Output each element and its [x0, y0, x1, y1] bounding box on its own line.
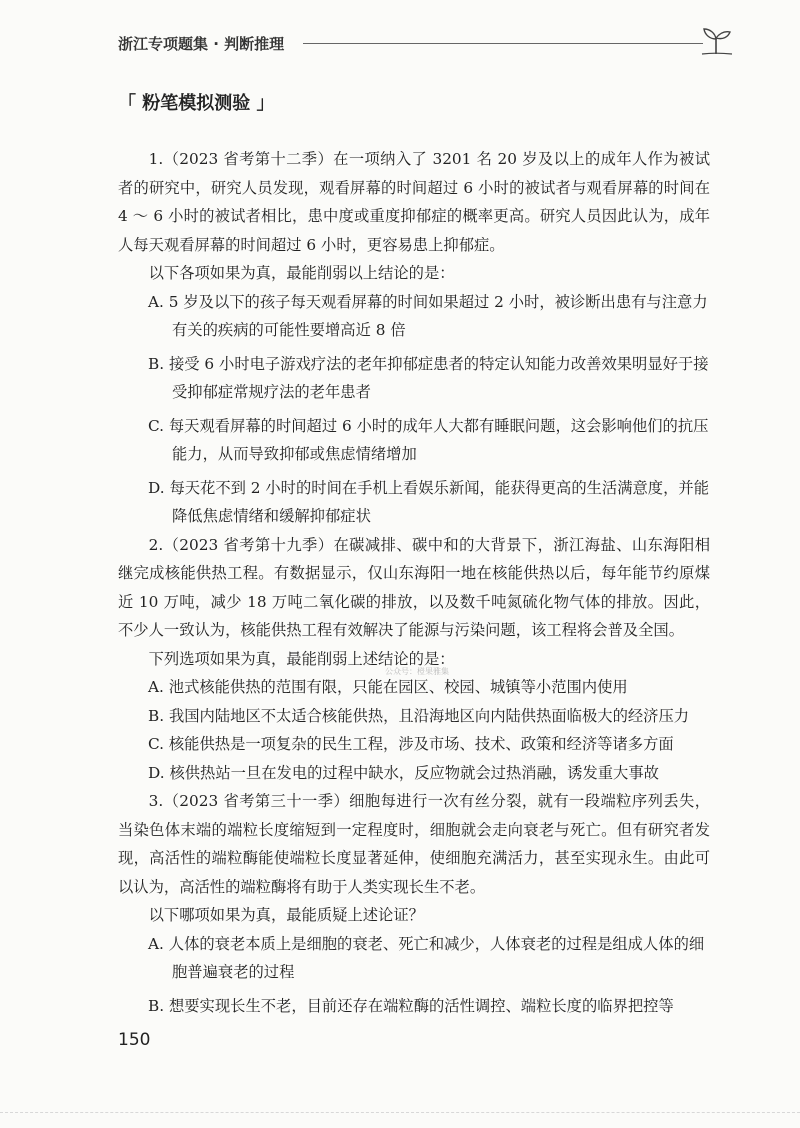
- watermark: 公众号：橙果雅集: [385, 667, 449, 676]
- question-2-option-c: C. 核能供热是一项复杂的民生工程，涉及市场、技术、政策和经济等诸多方面: [148, 735, 674, 753]
- header-title: 浙江专项题集 · 判断推理: [118, 35, 285, 53]
- question-2-stem: 下列选项如果为真，最能削弱上述结论的是：: [148, 649, 455, 668]
- sprout-icon: [698, 24, 734, 56]
- section-title: 「 粉笔模拟测验 」: [118, 93, 275, 114]
- question-2-paragraph: 2.（2023 省考第十九季）在碳减排、碳中和的大背景下，浙江海盐、山东海阳相继完成核能供热工程。有数据显示，仅山东海阳一地在核能供热以后，每年能节约原煤近 10 万吨，减少 18 万吨二氧化碳的排放，以及数千吨氮硫化物气体的排放。因此，不少人一致认为，核能供热工程有效解决了能源与污染问题，该工程将会普及全国。: [118, 535, 710, 639]
- question-list: [118, 145, 710, 1020]
- header-rule: [303, 43, 703, 44]
- question-1-option-b: B. 接受 6 小时电子游戏疗法的老年抑郁症患者的特定认知能力改善效果明显好于接受抑郁症常规疗法的老年患者: [148, 354, 709, 401]
- question-3-option-b: B. 想要实现长生不老，目前还存在端粒酶的活性调控、端粒长度的临界把控等: [148, 996, 674, 1015]
- question-3-stem: 以下哪项如果为真，最能质疑上述论证？: [148, 906, 424, 924]
- question-3-paragraph: 3.（2023 省考第三十一季）细胞每进行一次有丝分裂，就有一段端粒序列丢失，当染色体末端的端粒长度缩短到一定程度时，细胞就会走向衰老与死亡。但有研究者发现，高活性的端粒酶能使端粒长度显著延伸，使细胞充满活力，甚至实现永生。由此可以认为，高活性的端粒酶将有助于人类实现长生不老。: [118, 792, 710, 896]
- question-2-option-a: A. 池式核能供热的范围有限，只能在园区、校园、城镇等小范围内使用: [148, 678, 628, 696]
- question-1-option-c: C. 每天观看屏幕的时间超过 6 小时的成年人大都有睡眠问题，这会影响他们的抗压能力，从而导致抑郁或焦虑情绪增加: [148, 416, 709, 463]
- question-1-option-a: A. 5 岁及以下的孩子每天观看屏幕的时间如果超过 2 小时，被诊断出患有与注意力有关的疾病的可能性要增高近 8 倍: [148, 292, 708, 339]
- question-1-stem: 以下各项如果为真，最能削弱以上结论的是：: [148, 264, 455, 282]
- question-2-option-b: B. 我国内陆地区不太适合核能供热，且沿海地区向内陆供热面临极大的经济压力: [148, 706, 690, 725]
- question-3-option-a: A. 人体的衰老本质上是细胞的衰老、死亡和减少，人体衰老的过程是组成人体的细胞普遍衰老的过程: [148, 934, 705, 981]
- page-bottom-edge: [0, 1112, 800, 1113]
- question-1-option-d: D. 每天花不到 2 小时的时间在手机上看娱乐新闻，能获得更高的生活满意度，并能降低焦虑情绪和缓解抑郁症状: [148, 478, 709, 525]
- question-2-option-d: D. 核供热站一旦在发电的过程中缺水，反应物就会过热消融，诱发重大事故: [148, 763, 659, 782]
- question-1-paragraph: 1.（2023 省考第十二季）在一项纳入了 3201 名 20 岁及以上的成年人作为被试者的研究中，研究人员发现，观看屏幕的时间超过 6 小时的被试者与观看屏幕的时间在 4 ～ 6 小时的被试者相比，患中度或重度抑郁症的概率更高。研究人员因此认为，成年人每天观看屏幕的时间超过 6 小时，更容易患上抑郁症。: [118, 150, 710, 254]
- running-header: [118, 30, 718, 60]
- page-number: 150: [118, 1030, 151, 1050]
